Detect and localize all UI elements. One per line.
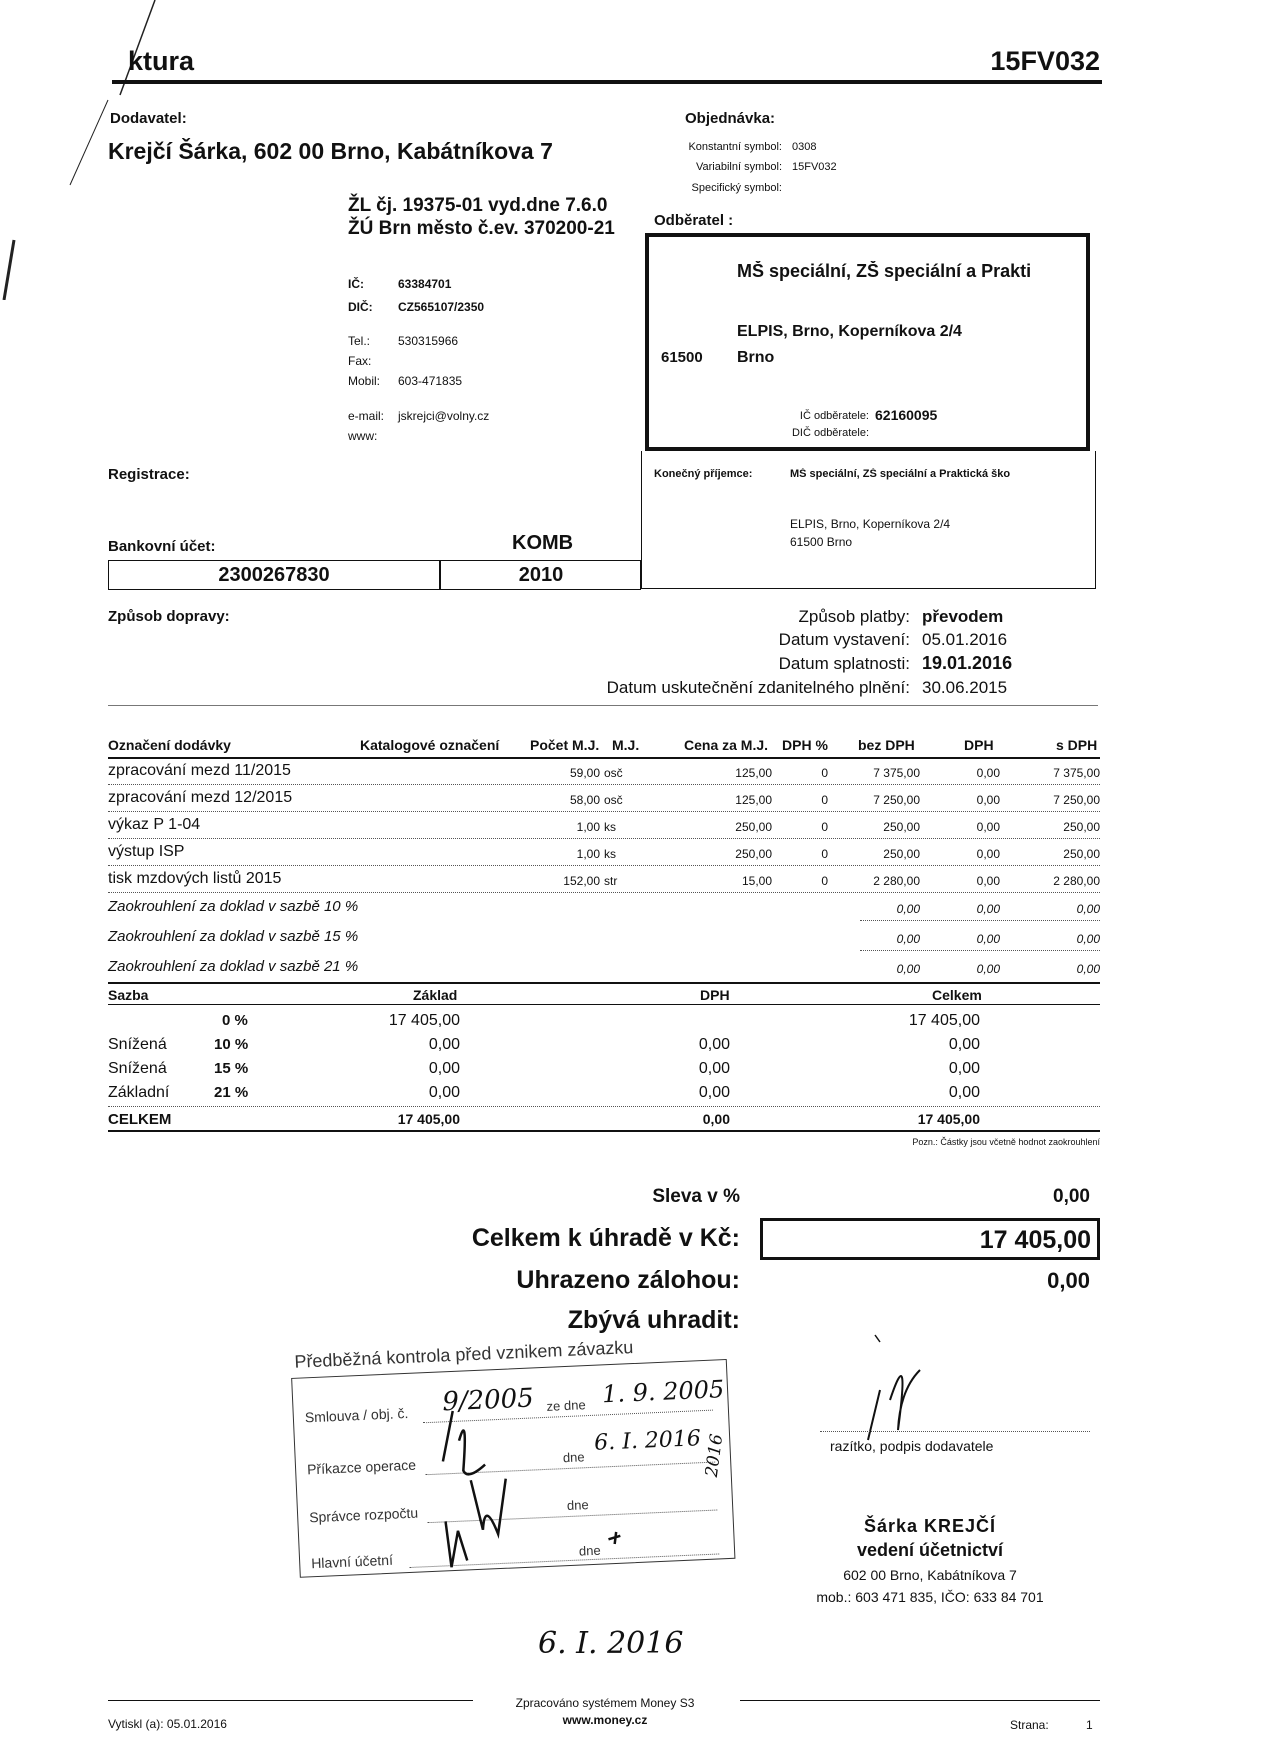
payment-label: Způsob platby: xyxy=(798,607,910,626)
customer-ic: 62160095 xyxy=(875,407,938,423)
footer-printed: Vytiskl (a): 05.01.2016 xyxy=(108,1717,227,1731)
footer-page-number: 1 xyxy=(1086,1718,1093,1732)
vat-rate: 10 % xyxy=(214,1036,249,1053)
vat-total-base: 17 405,00 xyxy=(397,1111,460,1127)
item-name: výkaz P 1-04 xyxy=(108,816,201,833)
var-value: 15FV032 xyxy=(792,161,837,173)
supplier-ic-label: IČ: xyxy=(348,277,364,291)
customer-box xyxy=(645,233,1090,451)
item-vat-pct: 0 xyxy=(821,820,828,834)
recipient-name: MŠ speciální, ZŠ speciální a Praktická ško xyxy=(790,468,1011,480)
customer-name: MŠ speciální, ZŠ speciální a Prakti xyxy=(737,261,1032,281)
footer-url[interactable]: www.money.cz xyxy=(562,1713,648,1727)
konst-value: 0308 xyxy=(792,141,817,153)
recipient-street: ELPIS, Brno, Koperníkova 2/4 xyxy=(790,517,951,531)
col-header-net: bez DPH xyxy=(858,737,915,753)
supplier-zl: ŽL čj. 19375-01 vyd.dne 7.6.0 xyxy=(348,195,608,216)
header-rule xyxy=(112,80,1102,84)
recipient-label: Konečný příjemce: xyxy=(654,468,753,480)
row-divider xyxy=(860,950,1100,951)
vat-header-base: Základ xyxy=(413,987,458,1003)
vat-total: 0,00 xyxy=(948,1060,980,1077)
stamp-supplier-name: Šárka KREJČÍ xyxy=(863,1516,997,1536)
supplier-mobil: 603-471835 xyxy=(398,374,463,388)
stamp-authorizer-label: Příkazce operace xyxy=(306,1456,417,1478)
vat-total: 0,00 xyxy=(948,1036,980,1053)
row-divider xyxy=(108,784,1100,785)
issued-label: Datum vystavení: xyxy=(778,630,910,649)
vat-rate: 15 % xyxy=(214,1060,249,1077)
supplier-zu: ŽÚ Brn město č.ev. 370200-21 xyxy=(348,218,615,239)
item-gross: 7 375,00 xyxy=(1053,766,1100,780)
item-net: 7 375,00 xyxy=(873,766,920,780)
bank-account-box xyxy=(108,560,641,590)
item-net: 7 250,00 xyxy=(873,793,920,807)
bank-code: 2010 xyxy=(518,564,564,586)
due-date-value: 19.01.2016 xyxy=(922,653,1013,673)
vat-header-rate: Sazba xyxy=(108,987,149,1003)
rounding-label: Zaokrouhlení za doklad v sazbě 10 % xyxy=(108,898,359,915)
item-unit: str xyxy=(604,874,618,888)
supplier-name-address: Krejčí Šárka, 602 00 Brno, Kabátníkova 7 xyxy=(108,138,553,164)
stamp-budget-date-label: dne xyxy=(566,1497,589,1514)
bank-name: KOMB xyxy=(512,532,574,554)
order-label: Objednávka: xyxy=(685,110,776,127)
stamp-supplier-address: 602 00 Brno, Kabátníkova 7 xyxy=(843,1567,1017,1583)
supplier-www-label: www: xyxy=(348,429,378,443)
item-vat-pct: 0 xyxy=(821,766,828,780)
row-divider xyxy=(108,865,1100,866)
item-gross: 2 280,00 xyxy=(1053,874,1100,888)
supplier-dic: CZ565107/2350 xyxy=(398,300,485,314)
col-header-qty: Počet M.J. xyxy=(530,737,600,753)
vat-summary-top-rule xyxy=(108,982,1100,984)
payment-value: převodem xyxy=(922,607,1004,626)
vat-total-total: 17 405,00 xyxy=(917,1111,980,1127)
row-divider xyxy=(108,811,1100,812)
vat-name: Snížená xyxy=(108,1060,167,1077)
customer-street: ELPIS, Brno, Koperníkova 2/4 xyxy=(737,323,962,340)
rounding-net: 0,00 xyxy=(896,962,920,976)
footer-page-label: Strana: xyxy=(1010,1718,1049,1732)
footer-rule-right xyxy=(740,1700,1100,1701)
col-header-name: Označení dodávky xyxy=(108,737,231,753)
vat-total: 0,00 xyxy=(948,1084,980,1101)
supplier-email: jskrejci@volny.cz xyxy=(398,409,490,423)
recipient-zip-city: 61500 Brno xyxy=(790,535,853,549)
registrace-label: Registrace: xyxy=(108,466,190,483)
customer-zip: 61500 xyxy=(661,349,703,366)
rounding-gross: 0,00 xyxy=(1076,902,1100,916)
supplier-label: Dodavatel: xyxy=(110,110,187,127)
stamp-supplier-contact: mob.: 603 471 835, IČO: 633 84 701 xyxy=(816,1589,1044,1605)
vat-total-label: CELKEM xyxy=(108,1111,172,1128)
footer-rule-left xyxy=(108,1700,473,1701)
customer-city: Brno xyxy=(737,349,775,366)
item-name: zpracování mezd 12/2015 xyxy=(108,789,293,806)
item-vat: 0,00 xyxy=(976,766,1000,780)
supplier-tel-label: Tel.: xyxy=(348,334,371,348)
stamp-authorizer-date-label: dne xyxy=(562,1449,585,1466)
supplier-mobil-label: Mobil: xyxy=(348,374,381,388)
item-vat-pct: 0 xyxy=(821,847,828,861)
item-price: 125,00 xyxy=(735,766,772,780)
vat-total: 17 405,00 xyxy=(908,1012,980,1029)
transport-label: Způsob dopravy: xyxy=(108,608,230,625)
rounding-gross: 0,00 xyxy=(1076,932,1100,946)
item-qty: 59,00 xyxy=(569,766,600,780)
vat-name: Základní xyxy=(108,1084,170,1101)
item-gross: 250,00 xyxy=(1063,820,1100,834)
item-net: 250,00 xyxy=(883,820,920,834)
invoice-number: 15FV032 xyxy=(990,46,1100,76)
vat-base: 0,00 xyxy=(428,1036,460,1053)
vat-base: 0,00 xyxy=(428,1060,460,1077)
vat-header-rule xyxy=(108,1004,1100,1005)
customer-ic-label: IČ odběratele: xyxy=(799,410,869,422)
item-unit: osč xyxy=(604,793,623,807)
stamp-contract-label: Smlouva / obj. č. xyxy=(304,1404,409,1426)
vat-base: 17 405,00 xyxy=(388,1012,460,1029)
item-price: 250,00 xyxy=(735,820,772,834)
issued-value: 05.01.2016 xyxy=(922,630,1008,649)
discount-value: 0,00 xyxy=(1053,1186,1090,1207)
item-qty: 1,00 xyxy=(576,847,600,861)
row-divider xyxy=(860,920,1100,921)
rounding-vat: 0,00 xyxy=(976,932,1000,946)
discount-label: Sleva v % xyxy=(652,1186,740,1207)
vat-total-divider xyxy=(108,1106,1100,1107)
item-price: 250,00 xyxy=(735,847,772,861)
vat-rate: 21 % xyxy=(214,1084,249,1101)
item-vat-pct: 0 xyxy=(821,793,828,807)
rounding-vat: 0,00 xyxy=(976,962,1000,976)
stamp-contract-date-handwritten: 1. 9. 2005 xyxy=(601,1375,725,1409)
supplier-signature xyxy=(850,1330,970,1450)
item-vat: 0,00 xyxy=(976,874,1000,888)
item-vat: 0,00 xyxy=(976,847,1000,861)
stamp-contract-date-label: ze dne xyxy=(546,1397,586,1414)
item-qty: 58,00 xyxy=(569,793,600,807)
item-vat-pct: 0 xyxy=(821,874,828,888)
item-gross: 7 250,00 xyxy=(1053,793,1100,807)
footer-system: Zpracováno systémem Money S3 xyxy=(515,1696,695,1710)
amount-due-label: Celkem k úhradě v Kč: xyxy=(471,1224,740,1252)
stamp-authorizer-date-handwritten: 6. I. 2016 xyxy=(593,1426,702,1456)
customer-dic-label: DIČ odběratele: xyxy=(791,427,869,439)
deposit-label: Uhrazeno zálohou: xyxy=(516,1266,740,1294)
supplier-dic-label: DIČ: xyxy=(348,300,373,314)
customer-label: Odběratel : xyxy=(654,212,734,229)
item-name: zpracování mezd 11/2015 xyxy=(108,762,291,779)
item-unit: osč xyxy=(604,766,623,780)
stamp-contract-handwritten: 9/2005 xyxy=(441,1383,535,1418)
col-header-catalog: Katalogové označení xyxy=(360,737,500,753)
bank-label: Bankovní účet: xyxy=(108,538,216,555)
remaining-label: Zbývá uhradit: xyxy=(567,1306,740,1334)
precontrol-stamp xyxy=(290,1333,740,1582)
vat-vat: 0,00 xyxy=(698,1084,730,1101)
item-net: 250,00 xyxy=(883,847,920,861)
konst-label: Konstantní symbol: xyxy=(688,141,782,153)
stamp-accountant-date-label: dne xyxy=(578,1542,601,1559)
item-unit: ks xyxy=(604,847,616,861)
col-header-vat-pct: DPH % xyxy=(782,737,828,753)
signature-label: razítko, podpis dodavatele xyxy=(830,1438,994,1454)
vat-summary-bottom-rule xyxy=(108,1130,1100,1132)
vat-vat: 0,00 xyxy=(698,1036,730,1053)
col-header-vat: DPH xyxy=(964,737,994,753)
bank-account: 2300267830 xyxy=(218,564,330,586)
supplier-ic: 63384701 xyxy=(398,277,452,291)
vat-header-total: Celkem xyxy=(932,987,982,1003)
item-qty: 152,00 xyxy=(563,874,600,888)
item-unit: ks xyxy=(604,820,616,834)
rounding-net: 0,00 xyxy=(896,902,920,916)
rounding-label: Zaokrouhlení za doklad v sazbě 21 % xyxy=(108,958,359,975)
supplier-email-label: e-mail: xyxy=(348,409,385,423)
col-header-gross: s DPH xyxy=(1056,737,1098,753)
spec-label: Specifický symbol: xyxy=(691,182,782,194)
item-name: tisk mzdových listů 2015 xyxy=(108,870,282,887)
item-qty: 1,00 xyxy=(576,820,600,834)
item-gross: 250,00 xyxy=(1063,847,1100,861)
vat-header-vat: DPH xyxy=(700,987,730,1003)
col-header-price: Cena za M.J. xyxy=(684,737,769,753)
vat-total-vat: 0,00 xyxy=(702,1111,730,1127)
vat-base: 0,00 xyxy=(428,1084,460,1101)
taxable-label: Datum uskutečnění zdanitelného plnění: xyxy=(606,678,910,697)
amount-due-value: 17 405,00 xyxy=(979,1226,1091,1254)
stamp-supplier-role: vedení účetnictví xyxy=(856,1540,1004,1560)
rounding-net: 0,00 xyxy=(896,932,920,946)
items-header-rule xyxy=(108,757,1100,759)
item-name: výstup ISP xyxy=(108,843,185,860)
stamp-budget-label: Správce rozpočtu xyxy=(308,1504,419,1526)
rounding-vat: 0,00 xyxy=(976,902,1000,916)
handwritten-signatures xyxy=(291,1359,735,1578)
supplier-tel: 530315966 xyxy=(398,334,459,348)
terms-rule xyxy=(108,705,1098,706)
document-title: ktura xyxy=(128,46,195,76)
item-price: 15,00 xyxy=(741,874,772,888)
signature-line xyxy=(820,1431,1090,1432)
amount-due-box xyxy=(760,1218,1100,1260)
stamp-year-handwritten: 2016 xyxy=(701,1432,728,1479)
vat-name: Snížená xyxy=(108,1036,167,1053)
deposit-value: 0,00 xyxy=(1047,1268,1090,1293)
item-net: 2 280,00 xyxy=(873,874,920,888)
vat-vat: 0,00 xyxy=(698,1060,730,1077)
col-header-unit: M.J. xyxy=(612,737,640,753)
item-vat: 0,00 xyxy=(976,793,1000,807)
item-vat: 0,00 xyxy=(976,820,1000,834)
taxable-value: 30.06.2015 xyxy=(922,678,1008,697)
stamp-title: Předběžná kontrola před vznikem závazku xyxy=(293,1337,634,1372)
stamp-accountant-label: Hlavní účetní xyxy=(310,1551,394,1572)
rounding-label: Zaokrouhlení za doklad v sazbě 15 % xyxy=(108,928,359,945)
item-price: 125,00 xyxy=(735,793,772,807)
vat-note: Pozn.: Částky jsou včetně hodnot zaokrouhlení xyxy=(912,1137,1100,1147)
handwritten-received-date: 6. I. 2016 xyxy=(538,1626,684,1661)
var-label: Variabilní symbol: xyxy=(696,161,782,173)
supplier-fax-label: Fax: xyxy=(348,354,372,368)
row-divider xyxy=(108,838,1100,839)
due-date-label: Datum splatnosti: xyxy=(778,654,910,673)
rounding-gross: 0,00 xyxy=(1076,962,1100,976)
vat-rate: 0 % xyxy=(222,1012,248,1029)
row-divider xyxy=(108,892,1100,893)
